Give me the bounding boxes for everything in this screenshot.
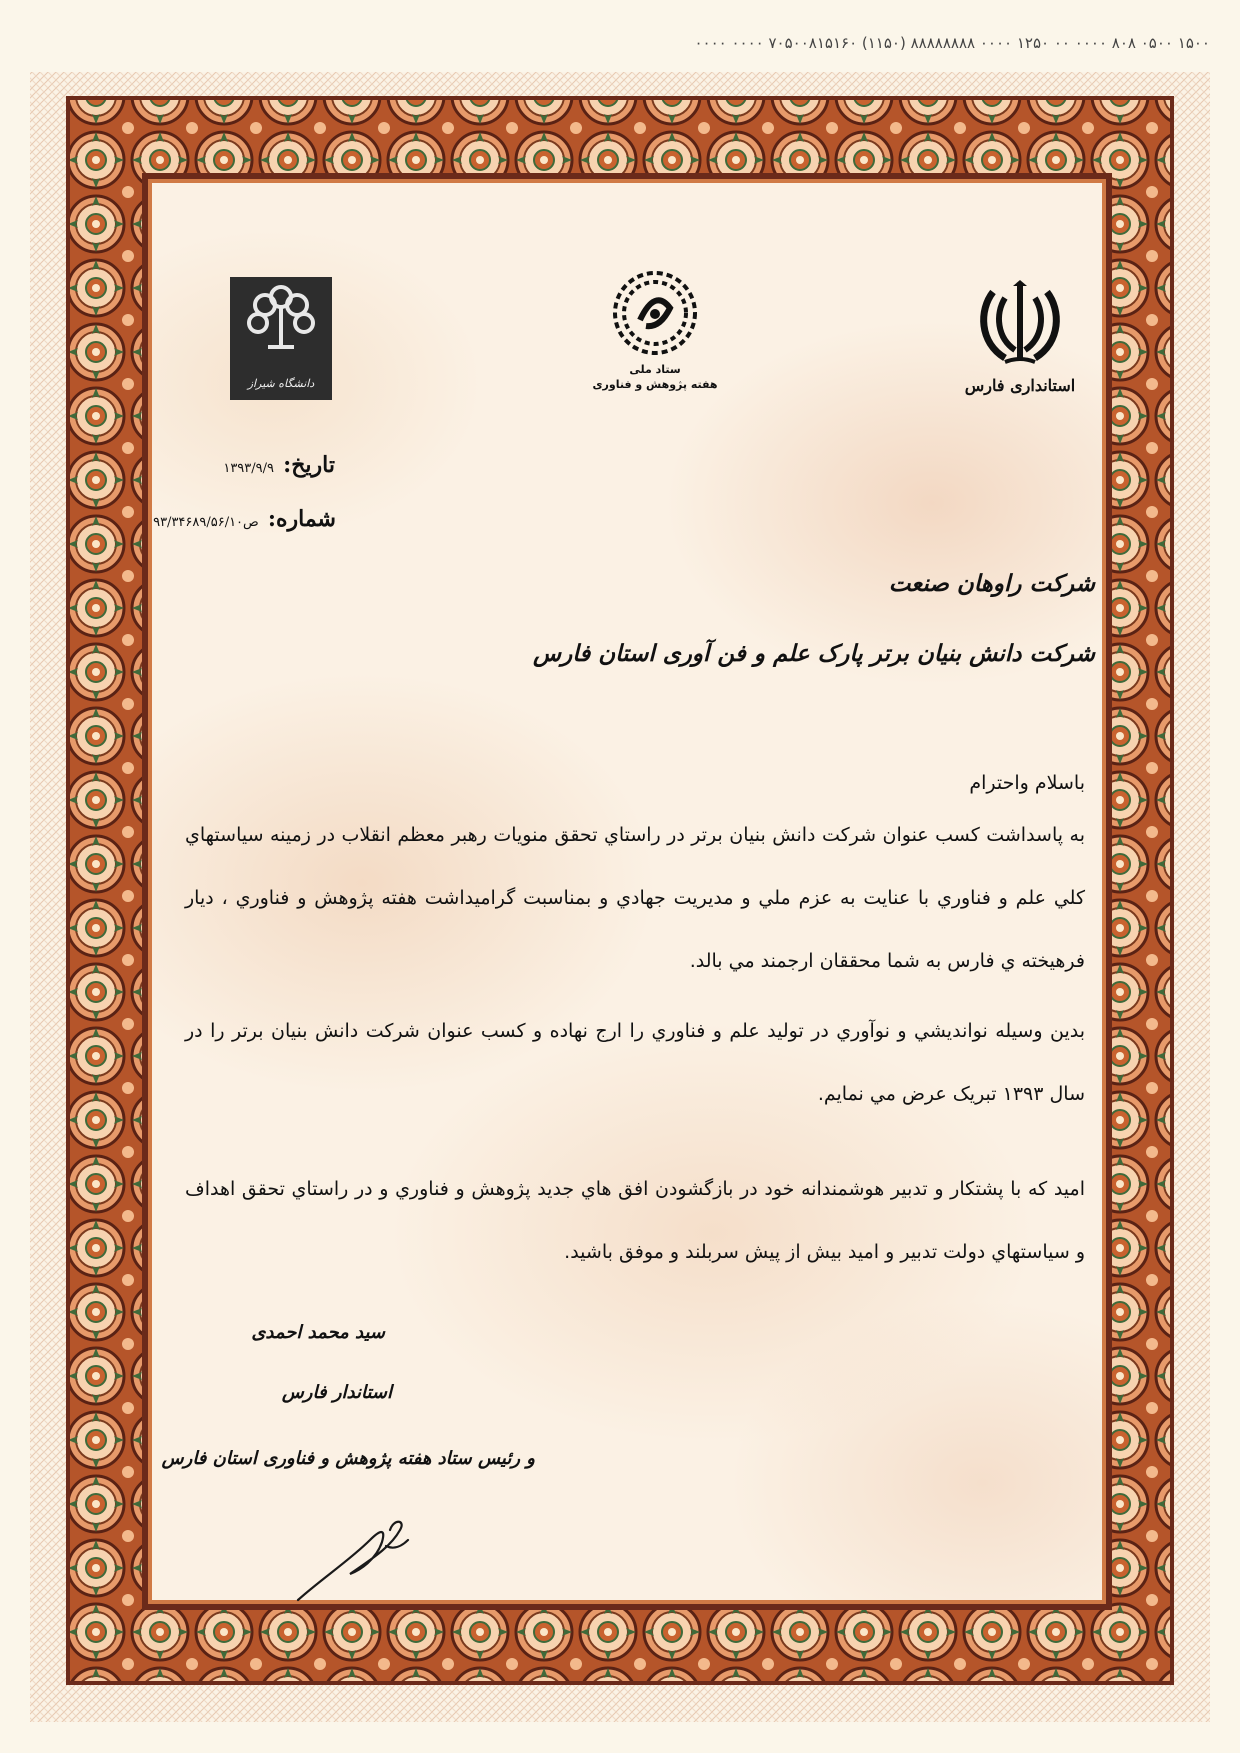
body-paragraph-2: بدين وسيله نوانديشي و نوآوري در توليد علم و فناوري را ارج نهاده و کسب عنوان شرکت دانش بنيان برتر را در سال ۱۳۹۳ تبريک عرض مي نمايم. — [185, 1020, 1085, 1105]
top-scan-strip: ۱۵۰۰ ۰۵۰۰ ۸۰۸ ۰۰۰۰ ۰۰ ۱۲۵۰ ۰۰۰۰ ۸۸۸۸۸۸۸۸ (۱۱۵۰) ۷۰۵۰۰۸۱۵۱۶۰ ۰۰۰۰ ۰۰۰۰ — [694, 34, 1210, 52]
ostandari-caption: استانداری فارس — [964, 376, 1076, 395]
university-tree-emblem-icon — [230, 277, 332, 367]
shiraz-university-logo — [230, 277, 332, 400]
setad-caption-line2: هفته پژوهش و فناوری — [592, 378, 718, 391]
number-row — [150, 506, 336, 532]
date-value: ۱۳۹۳/۹/۹ — [223, 461, 274, 476]
signatory-role: و رئیس ستاد هفته پژوهش و فناوری استان فارس — [161, 1448, 535, 1469]
signatory-title: استاندار فارس — [281, 1382, 392, 1403]
recipient-description: شرکت دانش بنیان برتر پارک علم و فن آوری استان فارس — [533, 640, 1095, 667]
handwritten-signature — [290, 1500, 430, 1610]
iran-emblem-icon — [975, 280, 1065, 368]
setad-logo — [570, 268, 740, 418]
research-week-emblem-icon — [610, 268, 700, 358]
signatory-name: سید محمد احمدی — [251, 1322, 385, 1343]
recipient-company: شرکت راوهان صنعت — [888, 570, 1095, 597]
shiraz-caption: دانشگاه شیراز — [247, 377, 315, 390]
date-label: تاریخ: — [283, 452, 335, 478]
greeting: باسلام واحترام — [969, 772, 1085, 794]
number-label: شماره: — [267, 506, 336, 532]
body-paragraph-3: اميد که با پشتکار و تدبير هوشمندانه خود در بازگشودن افق هاي جديد پژوهش و فناوري و در راستاي تحقق اهداف و سياستهاي دولت تدبير و اميد بيش از پيش سربلند و موفق باشيد. — [185, 1178, 1085, 1263]
ostandari-logo — [945, 280, 1095, 420]
setad-caption-line1: ستاد ملی — [629, 363, 681, 376]
body-paragraph-1: به پاسداشت کسب عنوان شرکت دانش بنیان برتر در راستاي تحقق منويات رهبر معظم انقلاب در زمينه سياستهاي کلي علم و فناوري با عنايت به عزم ملي و مديريت جهادي و بمناسبت گراميداشت هفته پژوهش و فناوري ، ديار فرهيخته ي فارس به شما محققان ارجمند مي بالد. — [185, 824, 1085, 972]
number-value: ص۹۳/۳۴۶۸۹/۵۶/۱۰ — [153, 515, 259, 530]
date-row — [160, 452, 335, 478]
